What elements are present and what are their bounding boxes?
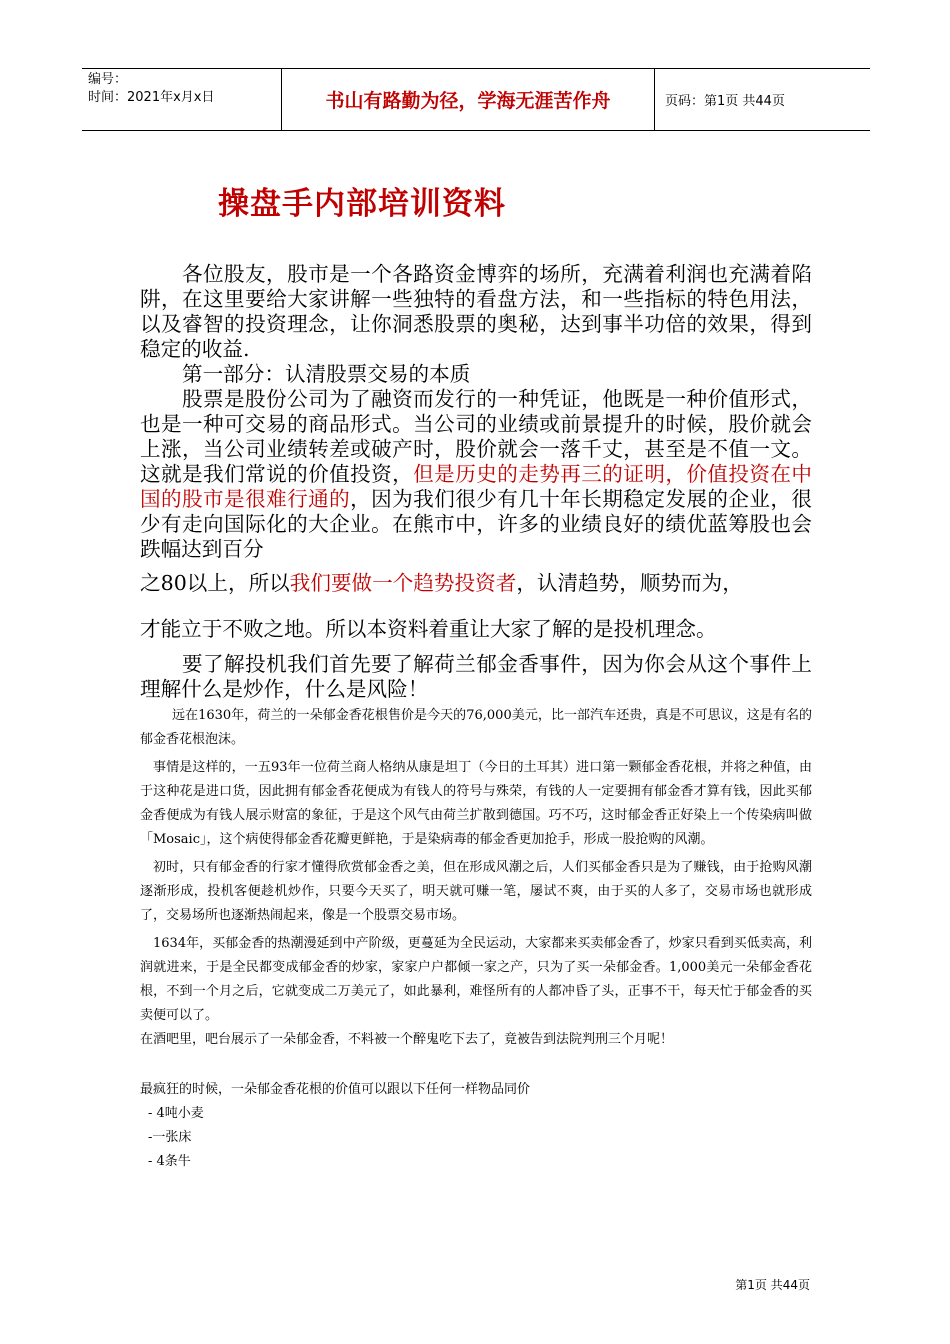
trend-text-c: 才能立于不败之地。所以本资料着重让大家了解的是投机理念。 — [140, 617, 717, 641]
stock-definition-paragraph — [140, 387, 812, 562]
page-footer: 第1页 共44页 — [735, 1278, 810, 1292]
trend-text-b: ，认清趋势，顺势而为， — [516, 571, 743, 595]
tulip-peak-paragraph: 最疯狂的时候，一朵郁金香花根的价值可以跟以下任何一样物品同价 — [140, 1082, 531, 1097]
stock-def-text-b: ，因为我们很少有几十年长期稳定发展的企业，很少有走向国际化的大企业。在熊市中，许多的业绩良好的绩优蓝筹股也会跌幅达到百分 — [140, 487, 813, 561]
tulip-early-paragraph: 初时，只有郁金香的行家才懂得欣赏郁金香之美，但在形成风潮之后，人们买郁金香只是为了赚钱，由于抢购风潮逐渐形成，投机客便趁机炒作，只要今天买了，明天就可赚一笔，屡试不爽，由于买的人多了，交易市场也就形成了，交易场所也逐渐热闹起来，像是一个股票交易市场。 — [140, 860, 812, 923]
header-page-info: 页码：第1页 共44页 — [665, 94, 785, 109]
spacer — [140, 1052, 812, 1078]
page-header — [82, 68, 870, 131]
tulip-bar-paragraph: 在酒吧里，吧台展示了一朵郁金香，不料被一个醉鬼吃下去了，竟被告到法院判刑三个月呢！ — [140, 1032, 674, 1047]
header-motto: 书山有路勤为径，学海无涯苦作舟 — [282, 69, 655, 130]
trend-paragraph — [140, 560, 812, 652]
number-label: 编号： — [88, 72, 128, 87]
list-item: - 4条牛 — [148, 1154, 191, 1169]
trend-text-a: 之80以上，所以 — [140, 571, 290, 595]
part1-heading: 第一部分：认清股票交易的本质 — [182, 362, 471, 386]
document-body — [140, 262, 812, 1174]
tulip-1593-paragraph: 事情是这样的，一五93年一位荷兰商人格纳从康是坦丁（今日的土耳其）进口第一颗郁金香花根，并将之种值，由于这种花是进口货，因此拥有郁金香花便成为有钱人的符号与殊荣，有钱的人一定要拥有郁金香才算有钱，因此买郁金香便成为有钱人展示财富的象征，于是这个风气由荷兰扩散到德国。巧不巧，这时郁金香正好染上一个传染病叫做「Mosaic」，这个病使得郁金香花瓣更鲜艳，于是染病毒的郁金香更加抢手，形成一股抢购的风潮。 — [140, 760, 812, 847]
document-title: 操盘手内部培训资料 — [218, 186, 506, 222]
stock-def-highlight: 但是历史的走势再三的证明，价值投资在中国的股市是很难行通的 — [140, 462, 812, 511]
tulip-intro-paragraph: 要了解投机我们首先要了解荷兰郁金香事件，因为你会从这个事件上理解什么是炒作，什么是风险！ — [140, 652, 812, 701]
tulip-1630-paragraph: 远在1630年，荷兰的一朵郁金香花根售价是今天的76,000美元，比一部汽车还贵，真是不可思议，这是有名的郁金香花根泡沫。 — [140, 708, 812, 747]
trend-highlight: 我们要做一个趋势投资者 — [289, 571, 517, 595]
list-item: -一张床 — [148, 1130, 192, 1145]
intro-paragraph: 各位股友，股市是一个各路资金博弈的场所，充满着利润也充满着陷阱，在这里要给大家讲解一些独特的看盘方法，和一些指标的特色用法，以及睿智的投资理念，让你洞悉股票的奥秘，达到事半功倍的效果，得到稳定的收益. — [140, 262, 812, 361]
time-label: 时间：2021年x月x日 — [88, 90, 215, 105]
stock-def-text-a: 股票是股份公司为了融资而发行的一种凭证，他既是一种价值形式，也是一种可交易的商品形式。当公司的业绩或前景提升的时候，股价就会上涨，当公司业绩转差或破产时，股价就会一落千丈，甚至是不值一文。这就是我们常说的价值投资， — [140, 387, 812, 486]
header-meta — [82, 69, 282, 130]
tulip-1634-paragraph: 1634年，买郁金香的热潮漫延到中产阶级，更蔓延为全民运动，大家都来买卖郁金香了，炒家只看到买低卖高，利润就进来，于是全民都变成郁金香的炒家，家家户户都倾一家之产，只为了买一朵郁金香。1,000美元一朵郁金香花根，不到一个月之后，它就变成二万美元了，如此暴利，难怪所有的人都冲昏了头，正事不干，每天忙于郁金香的买卖便可以了。 — [140, 936, 812, 1023]
list-item: - 4吨小麦 — [148, 1106, 204, 1121]
